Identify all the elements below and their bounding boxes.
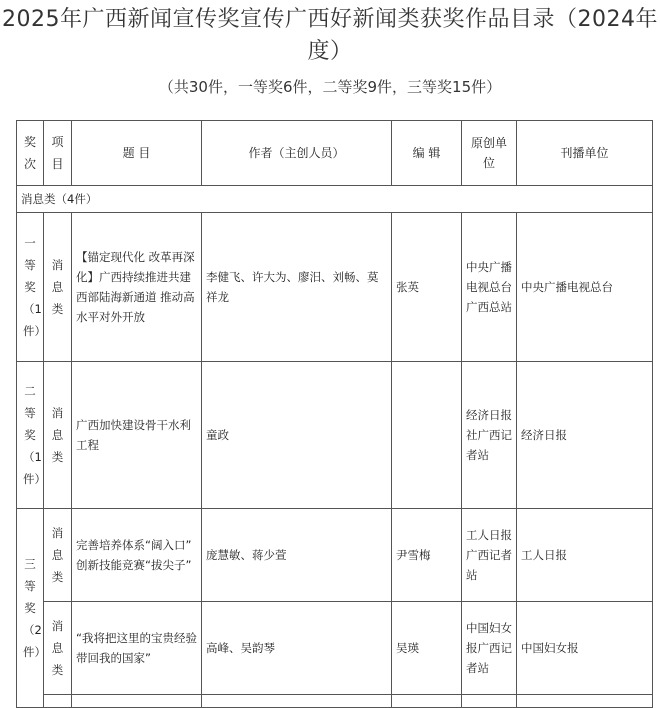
publisher-cell: 中国妇女报 <box>517 602 653 695</box>
category-row <box>17 186 653 213</box>
editor-cell-empty <box>392 695 462 708</box>
page-title: 2025年广西新闻宣传奖宣传广西好新闻类获奖作品目录（2024年度） <box>2 7 658 64</box>
awards-table <box>16 120 653 708</box>
type-cell: 消息类 <box>44 509 72 602</box>
table-row <box>17 213 653 362</box>
editor-cell: 尹雪梅 <box>392 509 462 602</box>
publisher-cell: 中央广播电视总台 <box>517 213 653 362</box>
author-cell-empty <box>202 695 392 708</box>
unit-cell: 中央广播电视总台广西总站 <box>462 213 517 362</box>
table-row <box>17 362 653 509</box>
author-cell: 李健飞、许大为、廖汨、刘畅、莫祥龙 <box>202 213 392 362</box>
page-subtitle: （共30件，一等奖6件，二等奖9件，三等奖15件） <box>158 78 502 96</box>
unit-cell: 经济日报社广西记者站 <box>462 362 517 509</box>
table-row-partial <box>17 695 653 708</box>
header-award: 奖次 <box>17 121 44 186</box>
header-type: 项目 <box>44 121 72 186</box>
topic-cell: 完善培养体系“阔入口” 创新技能竞赛“拔尖子” <box>72 509 202 602</box>
header-publisher: 刊播单位 <box>517 121 653 186</box>
header-topic: 题 目 <box>72 121 202 186</box>
publisher-cell: 经济日报 <box>517 362 653 509</box>
header-unit: 原创单位 <box>462 121 517 186</box>
author-cell: 庞慧敏、蒋少萱 <box>202 509 392 602</box>
editor-cell <box>392 362 462 509</box>
type-cell: 消息类 <box>44 213 72 362</box>
type-cell-empty <box>44 695 72 708</box>
unit-cell: 工人日报广西记者站 <box>462 509 517 602</box>
type-cell: 消息类 <box>44 602 72 695</box>
table-row <box>17 509 653 602</box>
topic-cell: 广西加快建设骨干水利工程 <box>72 362 202 509</box>
header-editor: 编 辑 <box>392 121 462 186</box>
unit-cell-empty <box>462 695 517 708</box>
publisher-cell-empty <box>517 695 653 708</box>
editor-cell: 张英 <box>392 213 462 362</box>
table-header-row <box>17 121 653 186</box>
award-cell: 一等奖（1件） <box>17 213 44 362</box>
editor-cell: 吴瑛 <box>392 602 462 695</box>
award-cell: 三等奖（2件） <box>17 509 44 708</box>
table-row <box>17 602 653 695</box>
unit-cell: 中国妇女报广西记者站 <box>462 602 517 695</box>
author-cell: 高峰、吴韵琴 <box>202 602 392 695</box>
category-label: 消息类（4件） <box>17 186 653 213</box>
award-cell: 二等奖（1件） <box>17 362 44 509</box>
type-cell: 消息类 <box>44 362 72 509</box>
topic-cell-empty <box>72 695 202 708</box>
publisher-cell: 工人日报 <box>517 509 653 602</box>
header-author: 作者（主创人员） <box>202 121 392 186</box>
topic-cell: “我将把这里的宝贵经验带回我的国家” <box>72 602 202 695</box>
author-cell: 童政 <box>202 362 392 509</box>
topic-cell: 【锚定现代化 改革再深化】广西持续推进共建西部陆海新通道 推动高水平对外开放 <box>72 213 202 362</box>
